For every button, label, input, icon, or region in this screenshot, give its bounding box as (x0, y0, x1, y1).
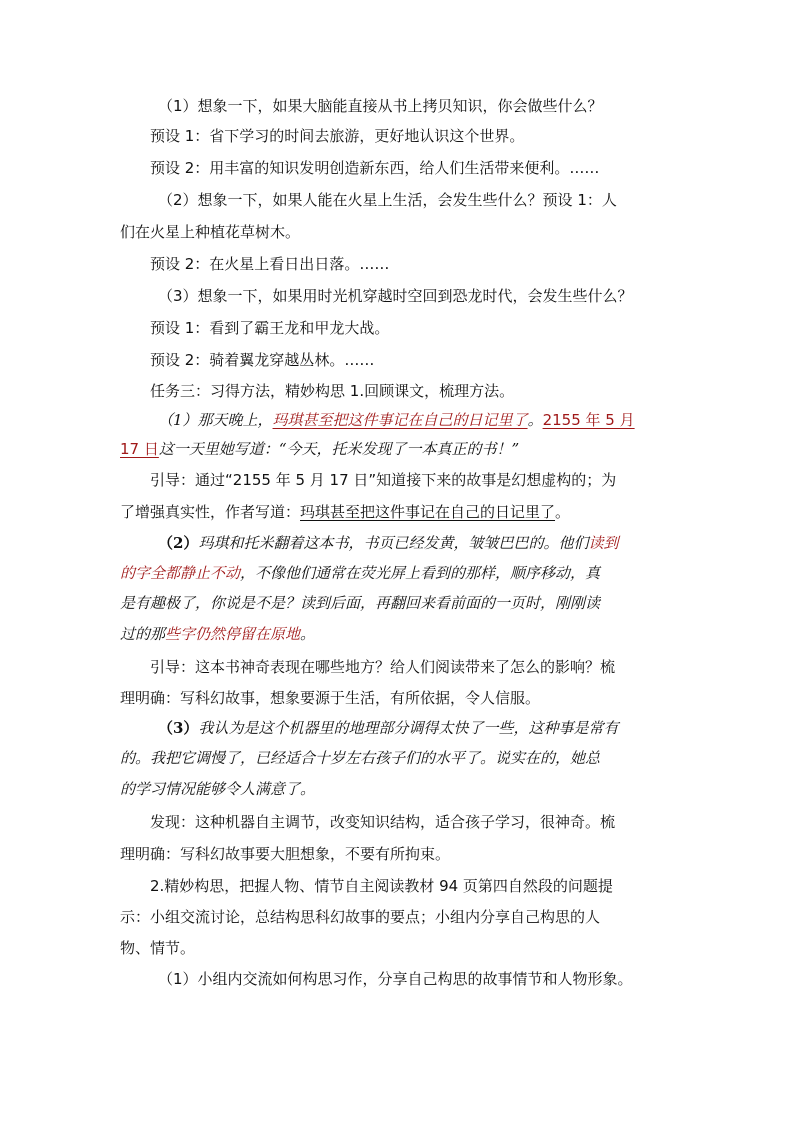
guide-line: 引导：通过“2155 年 5 月 17 日”知道接下来的故事是幻想虚构的；为 (150, 471, 617, 489)
highlighted-text: 些字仍然停留在原地 (165, 625, 301, 643)
highlighted-text: 读到 (588, 534, 619, 552)
paragraph-line: 预设 1：看到了霸王龙和甲龙大战。 (150, 319, 390, 337)
section-heading: 任务三：习得方法，精妙构思 1.回顾课文，梳理方法。 (150, 382, 515, 400)
quote-line (120, 563, 680, 583)
paragraph-line: （3）想象一下，如果用时光机穿越时空回到恐龙时代，会发生些什么？ (158, 287, 633, 305)
finding-line: 发现：这种机器自主调节，改变知识结构，适合孩子学习，很神奇。梳 (150, 813, 616, 831)
guide-text: 了增强真实性，作者写道： (120, 503, 301, 521)
highlighted-quote: 玛琪甚至把这件事记在自己的日记里了 (272, 411, 528, 429)
finding-line: 理明确：写科幻故事要大胆想象，不要有所拘束。 (120, 845, 451, 863)
quote-line: 是有趣极了，你说是不是？读到后面，再翻回来看前面的一页时，刚刚读 (120, 594, 601, 612)
quote-text: 这一天里她写道：“今天，托米发现了一本真正的书！” (158, 440, 520, 458)
paragraph-line: 预设 2：用丰富的知识发明创造新东西，给人们生活带来便利。…… (150, 159, 600, 177)
paragraph-line: （2）想象一下，如果人能在火星上生活，会发生些什么？预设 1：人 (158, 191, 617, 209)
guide-line: 理明确：写科幻故事，想象要源于生活，有所依据，令人信服。 (120, 689, 541, 707)
quote-text: 。 (300, 625, 316, 643)
paragraph-line: 预设 2：骑着翼龙穿越丛林。…… (150, 351, 375, 369)
quote-number: （2） (158, 534, 199, 552)
guide-line: 引导：这本书神奇表现在哪些地方？给人们阅读带来了怎么的影响？梳 (150, 658, 616, 676)
quote-line (158, 718, 718, 738)
highlighted-date: 2155 年 5 月 (542, 411, 635, 429)
paragraph-line: 预设 1：省下学习的时间去旅游，更好地认识这个世界。 (150, 127, 525, 145)
underlined-quote: 玛琪甚至把这件事记在自己的日记里了 (300, 503, 556, 521)
quote-text: （1）那天晚上， (158, 411, 273, 429)
quote-line (158, 410, 718, 430)
paragraph-line: 示：小组交流讨论，总结构思科幻故事的要点；小组内分享自己构思的人 (120, 908, 601, 926)
quote-text: 我认为是这个机器里的地理部分调得太快了一些，这种事是常有 (198, 719, 619, 737)
paragraph-line: （1）想象一下，如果大脑能直接从书上拷贝知识，你会做些什么？ (158, 97, 603, 115)
quote-text: ，不像他们通常在荧光屏上看到的那样，顺序移动，真 (240, 564, 601, 582)
guide-text: 。 (555, 503, 571, 521)
paragraph-line: 们在火星上种植花草树木。 (120, 223, 301, 241)
quote-number: （3） (158, 719, 199, 737)
highlighted-date: 17 日 (120, 440, 159, 458)
quote-text: 过的那 (120, 625, 166, 643)
quote-line: 的。我把它调慢了，已经适合十岁左右孩子们的水平了。说实在的，她总 (120, 749, 601, 767)
quote-line (158, 533, 718, 553)
quote-line (120, 624, 680, 644)
paragraph-line: （1）小组内交流如何构思习作，分享自己构思的故事情节和人物形象。 (158, 970, 633, 988)
quote-line: 的学习情况能够令人满意了。 (120, 780, 316, 798)
quote-line (120, 439, 680, 459)
highlighted-text: 的字全都静止不动 (120, 564, 241, 582)
paragraph-line: 物、情节。 (120, 939, 196, 957)
paragraph-line: 预设 2：在火星上看日出日落。…… (150, 255, 390, 273)
guide-line (120, 502, 680, 522)
quote-text: 。 (527, 411, 543, 429)
quote-text: 玛琪和托米翻着这本书，书页已经发黄，皱皱巴巴的。他们 (198, 534, 589, 552)
paragraph-line: 2.精妙构思，把握人物、情节自主阅读教材 94 页第四自然段的问题提 (150, 877, 613, 895)
